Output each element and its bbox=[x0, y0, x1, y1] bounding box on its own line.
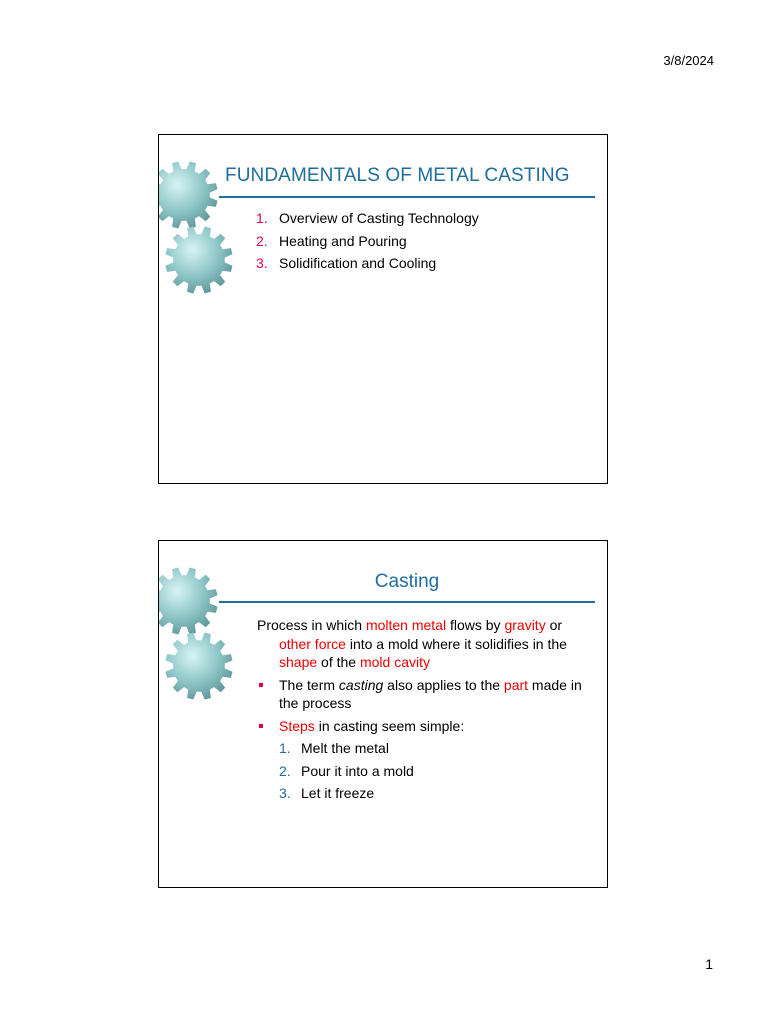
list-item bbox=[279, 762, 595, 785]
list-item bbox=[279, 739, 595, 762]
page-date: 3/8/2024 bbox=[663, 53, 714, 68]
highlight-text: mold cavity bbox=[359, 654, 430, 670]
definition-paragraph bbox=[257, 616, 595, 672]
emphasis-text: casting bbox=[338, 676, 384, 693]
bullet-item bbox=[257, 676, 595, 713]
item-text: Let it freeze bbox=[301, 785, 375, 801]
slide-thumbnail-1 bbox=[158, 134, 608, 484]
gear-icon bbox=[158, 162, 218, 229]
slide-thumbnail-2 bbox=[158, 540, 608, 888]
item-number: 3. bbox=[256, 255, 268, 271]
gear-bottom bbox=[166, 227, 233, 294]
title-divider bbox=[219, 601, 595, 603]
item-text: Overview of Casting Technology bbox=[279, 210, 479, 226]
slide-title: FUNDAMENTALS OF METAL CASTING bbox=[225, 165, 570, 186]
gear-bottom bbox=[166, 633, 233, 700]
text-run: of the bbox=[317, 654, 360, 670]
item-text: Solidification and Cooling bbox=[279, 255, 437, 271]
text-run: flows by bbox=[446, 617, 505, 633]
item-number: 1. bbox=[256, 210, 268, 226]
item-number: 1. bbox=[279, 740, 291, 756]
highlight-text: gravity bbox=[504, 617, 546, 633]
gear-top bbox=[158, 568, 218, 635]
text-run: made in the process bbox=[279, 676, 582, 711]
agenda-list bbox=[256, 210, 479, 278]
page-number: 1 bbox=[705, 956, 713, 972]
text-run: also applies to the bbox=[383, 676, 504, 693]
text-run: The term bbox=[279, 676, 339, 693]
highlight-text: Steps bbox=[279, 717, 315, 734]
steps-list bbox=[257, 739, 595, 807]
item-text: Heating and Pouring bbox=[279, 232, 407, 249]
gear-icon bbox=[158, 568, 218, 635]
item-number: 2. bbox=[279, 762, 291, 779]
highlight-text: other force bbox=[279, 635, 346, 652]
title-divider bbox=[219, 196, 595, 198]
bullet-marker bbox=[259, 683, 263, 687]
slide-body bbox=[257, 616, 595, 807]
list-item bbox=[256, 233, 479, 256]
text-run: in casting seem simple: bbox=[314, 717, 465, 734]
text-run: into a mold where it solidifies in the bbox=[345, 635, 567, 652]
bullet-item bbox=[257, 717, 595, 736]
text-run: Process in which bbox=[257, 617, 366, 633]
highlight-text: part bbox=[503, 676, 529, 693]
item-number: 3. bbox=[279, 785, 291, 801]
highlight-text: shape bbox=[279, 654, 318, 670]
slide-title: Casting bbox=[374, 571, 440, 592]
list-item bbox=[256, 255, 479, 278]
item-text: Melt the metal bbox=[301, 740, 389, 756]
item-text: Pour it into a mold bbox=[301, 762, 414, 779]
list-item bbox=[279, 784, 595, 807]
highlight-text: molten metal bbox=[365, 617, 447, 633]
text-run: or bbox=[545, 617, 563, 633]
gear-icon bbox=[166, 227, 233, 294]
gear-top bbox=[158, 162, 218, 229]
list-item bbox=[256, 210, 479, 233]
gear-icon bbox=[166, 633, 233, 700]
item-number: 2. bbox=[256, 232, 268, 249]
bullet-marker bbox=[259, 724, 263, 728]
